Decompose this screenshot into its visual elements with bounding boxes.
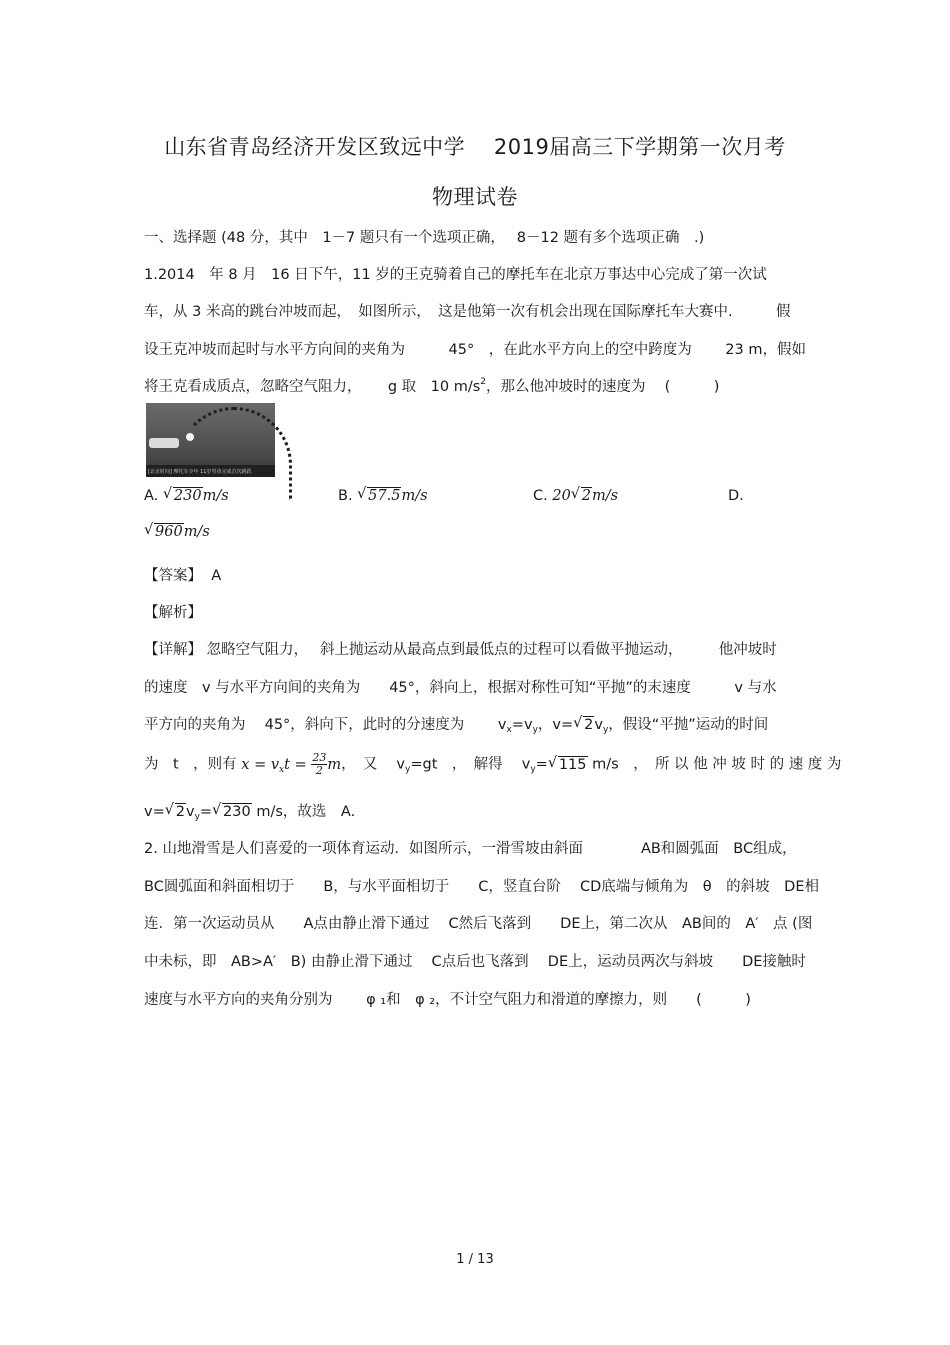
- option-d: √ 960m/s: [144, 522, 210, 540]
- page-number: 1 / 13: [456, 1252, 494, 1267]
- d4-pre: 为 t ，则有: [144, 756, 237, 773]
- d3-sub3: y: [602, 725, 609, 735]
- q1-text-line-3: 设王克冲坡而起时与水平方向间的夹角为 45° ，在此水平方向上的空中跨度为 23 m，假如: [144, 342, 806, 358]
- detail-line-3: 平方向的夹角为 45°，斜向下，此时的分速度为 $v_x=v_y$，v= √ $2v_y$，假设“平抛”运动的时间: [144, 715, 769, 735]
- option-b: B. √ 57.5m/s: [338, 486, 428, 504]
- d3-pre: 平方向的夹角为 45°，斜向下，此时的分速度为 v: [144, 717, 507, 733]
- d5-mid2: =: [199, 804, 213, 820]
- q2-text-line-4: 中未标，即 AB>A′ B) 由静止滑下通过 C点后也飞落到 DE上，运动员两次与斜坡 DE接触时: [144, 954, 806, 970]
- d3-sub: x: [506, 725, 512, 735]
- document-subtitle: 物理试卷: [432, 185, 518, 209]
- option-a-radicand: 230: [173, 488, 202, 504]
- d4-mid2: =gt ， 解得 v: [410, 756, 531, 773]
- q1-text-line-1: 1.2014 年 8 月 16 日下午，11 岁的王克骑着自己的摩托车在北京万事达中心完成了第一次试: [144, 267, 767, 283]
- option-a: A. √ 230m/s: [144, 486, 229, 504]
- answer-line: [144, 564, 221, 585]
- option-c-radicand: 2: [581, 488, 592, 504]
- answer-label: 【答案】: [144, 568, 202, 584]
- option-d-radicand: 960: [155, 524, 183, 540]
- d3-radicand: 2: [584, 717, 594, 733]
- d5-sub: y: [194, 812, 200, 822]
- detail-line-1: 【详解】 忽略空气阻力， 斜上抛运动从最高点到最低点的过程可以看做平抛运动， 他冲坡时: [144, 642, 777, 658]
- q2-text-line-2: BC圆弧面和斜面相切于 B，与水平面相切于 C，竖直台阶 CD底端与倾角为 θ 的斜坡 DE相: [144, 879, 819, 895]
- d5-mid: v: [185, 804, 195, 820]
- d3-post: v: [594, 717, 603, 733]
- q2-text-line-1: 2. 山地滑雪是人们喜爱的一项体育运动．如图所示，一滑雪坡由斜面 AB和圆弧面 BC组成，: [144, 841, 797, 857]
- d5-radicand-2: 230: [223, 804, 251, 820]
- option-b-unit: m/s: [401, 488, 428, 504]
- option-d-unit: m/s: [183, 524, 210, 540]
- detail-line-2: 的速度 v 与水平方向间的夹角为 45°，斜向上，根据对称性可知“平抛”的末速度 v 与水: [144, 680, 777, 696]
- d4-sub2: y: [530, 764, 536, 775]
- q2-text-line-3: 连．第一次运动员从 A点由静止滑下通过 C然后飞落到 DE上，第二次从 AB间的 A′ 点 (图: [144, 916, 813, 932]
- ramp-shape: [149, 438, 179, 448]
- option-c-label: C.: [533, 488, 548, 504]
- q1-l4-pre: 将王克看成质点，忽略空气阻力， g 取 10 m/s: [144, 379, 481, 395]
- d4-radicand: 115: [558, 756, 587, 773]
- option-c-coef: 20: [552, 488, 571, 504]
- d4-end: m/s ， 所 以 他 冲 坡 时 的 速 度 为: [587, 756, 842, 773]
- detail-line-4: 为 t ，则有 $x = v_xt$ = $\frac{23}{2}$ m， 又 $v_y=gt$ ， 解得 $v_y=$ √ 115 m/s ， 所 以 他 冲 坡 时 的 速 度 为: [144, 751, 842, 777]
- q1-text-line-4: [144, 375, 719, 396]
- d4-frac-den: 2: [315, 764, 323, 777]
- option-c-unit: m/s: [592, 488, 619, 504]
- d4-eq2: t =: [284, 756, 307, 773]
- d3-sub2: y: [532, 725, 538, 735]
- option-d-label: D.: [728, 488, 744, 504]
- option-c: C. 20 √ 2m/s: [533, 486, 619, 504]
- q1-l4-sup: 2: [480, 377, 487, 387]
- option-b-label: B.: [338, 488, 353, 504]
- light-spot: [186, 433, 194, 441]
- d5-radicand-1: 2: [175, 804, 185, 820]
- d4-frac-num: 23: [312, 751, 327, 764]
- analysis-label: 【解析】: [144, 605, 202, 621]
- photo-caption: [北京时间] 摩托车少年 11岁男孩完成首次跳跃: [148, 469, 252, 475]
- section-heading: 一、选择题 (48 分，其中 1－7 题只有一个选项正确， 8－12 题有多个选项正确 .): [144, 230, 705, 246]
- detail-line-5: v= √ $2v_y=$ √ 230 m/s，故选 A.: [144, 802, 356, 822]
- d3-mid: =v: [511, 717, 533, 733]
- d4-eq-sub: x: [279, 764, 285, 775]
- q1-l4-post: ，那么他冲坡时的速度为 ( ): [486, 379, 720, 395]
- q2-text-line-5: 速度与水平方向的夹角分别为 φ ₁和 φ ₂，不计空气阻力和滑道的摩擦力，则 ( ): [144, 992, 751, 1008]
- option-b-radicand: 57.5: [368, 488, 401, 504]
- d4-mid3: =: [535, 756, 548, 773]
- d4-unit: m: [327, 756, 342, 773]
- option-a-unit: m/s: [202, 488, 229, 504]
- answer-value: A: [211, 568, 222, 584]
- d5-pre: v=: [144, 804, 165, 820]
- d4-eq: x = v: [241, 756, 280, 773]
- motorcycle-jump-photo: [146, 403, 275, 477]
- option-a-label: A.: [144, 488, 159, 504]
- document-title: 山东省青岛经济开发区致远中学 2019届高三下学期第一次月考: [164, 135, 786, 159]
- q1-text-line-2: 车，从 3 米高的跳台冲坡而起， 如图所示， 这是他第一次有机会出现在国际摩托车大赛中. 假: [144, 304, 791, 320]
- d4-mid: ， 又 v: [341, 756, 406, 773]
- d5-end: m/s，故选 A.: [251, 804, 356, 820]
- d4-sub: y: [405, 764, 411, 775]
- d3-end: ，假设“平抛”运动的时间: [608, 717, 769, 733]
- d3-mid2: ，v=: [537, 717, 574, 733]
